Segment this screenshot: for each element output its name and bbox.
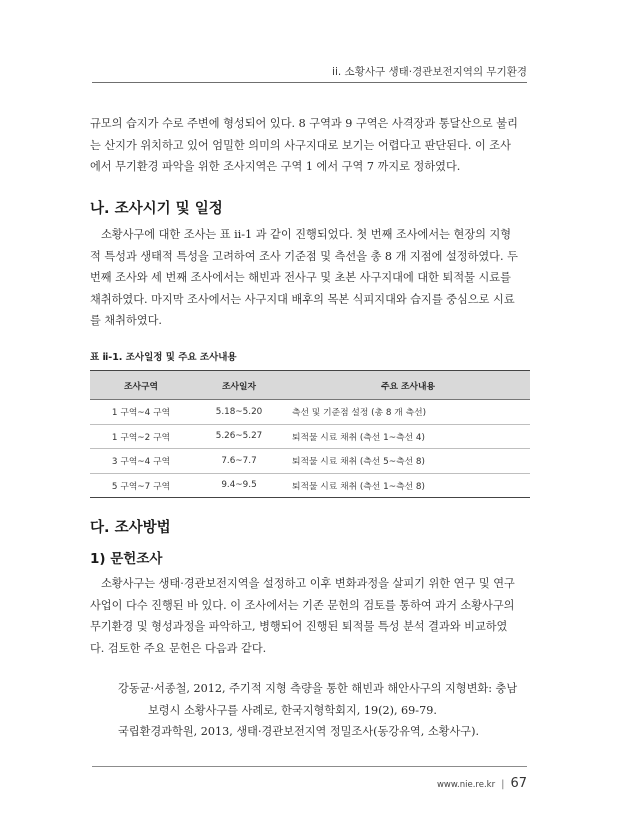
schedule-line: 적 특성과 생태적 특성을 고려하여 조사 기준점 및 측선을 총 8 개 지점에 설정하였다. 두 bbox=[90, 249, 518, 263]
schedule-line: 채취하였다. 마지막 조사에서는 사구지대 배후의 목본 식피지대와 습지를 중심으로 시료 bbox=[90, 292, 515, 306]
schedule-paragraph bbox=[90, 224, 530, 332]
cell-date: 5.26~5.27 bbox=[192, 424, 286, 449]
table-row bbox=[90, 424, 530, 449]
survey-schedule-table bbox=[90, 370, 530, 498]
subsection-heading-literature: 1) 문헌조사 bbox=[90, 551, 163, 567]
cell-content: 퇴적물 시료 채취 (측선 5~측선 8) bbox=[286, 449, 530, 474]
page-number: 67 bbox=[510, 776, 527, 791]
schedule-line: 번째 조사와 세 번째 조사에서는 해빈과 전사구 및 초본 사구지대에 대한 퇴적물 시료를 bbox=[90, 271, 511, 284]
cell-date: 7.6~7.7 bbox=[192, 449, 286, 474]
schedule-line: 를 채취하였다. bbox=[90, 314, 162, 327]
intro-line: 에서 무기환경 파악을 위한 조사지역은 구역 1 에서 구역 7 까지로 정하였다. bbox=[90, 160, 461, 173]
method-paragraph bbox=[90, 573, 530, 659]
cell-content: 측선 및 기준점 설정 (총 8 개 측선) bbox=[286, 400, 530, 425]
cell-content: 퇴적물 시료 채취 (측선 1~측선 8) bbox=[286, 473, 530, 498]
table-header-row bbox=[90, 371, 530, 400]
intro-paragraph bbox=[90, 113, 530, 178]
method-line: 다. 검토한 주요 문헌은 다음과 같다. bbox=[90, 641, 267, 655]
table-row bbox=[90, 473, 530, 498]
footer-url: www.nie.re.kr bbox=[436, 780, 496, 790]
reference-list bbox=[118, 678, 538, 743]
column-header-area: 조사구역 bbox=[90, 371, 192, 400]
method-line: 소황사구는 생태·경관보전지역을 설정하고 이후 변화과정을 살피기 위한 연구 및 연구 bbox=[101, 577, 515, 590]
table-row bbox=[90, 449, 530, 474]
column-header-date: 조사일자 bbox=[192, 371, 286, 400]
page-footer bbox=[437, 776, 527, 791]
cell-date: 9.4~9.5 bbox=[192, 473, 286, 498]
table-caption: 표 ⅱ-1. 조사일정 및 주요 조사내용 bbox=[90, 352, 237, 363]
table-row bbox=[90, 400, 530, 425]
schedule-line: 소황사구에 대한 조사는 표 ⅱ-1 과 같이 진행되었다. 첫 번째 조사에서는 현장의 지형 bbox=[101, 228, 512, 241]
column-header-content: 주요 조사내용 bbox=[286, 371, 530, 400]
intro-line: 는 산지가 위치하고 있어 엄밀한 의미의 사구지대로 보기는 어렵다고 판단된다. 이 조사 bbox=[90, 138, 511, 152]
footer-separator: | bbox=[501, 779, 505, 790]
cell-date: 5.18~5.20 bbox=[192, 400, 286, 425]
method-line: 무기환경 및 형성과정을 파악하고, 병행되어 진행된 퇴적물 특성 분석 결과와 비교하였 bbox=[90, 620, 508, 633]
footer-rule bbox=[92, 766, 527, 767]
cell-area: 1 구역~4 구역 bbox=[90, 400, 192, 425]
cell-area: 3 구역~4 구역 bbox=[90, 449, 192, 474]
reference-entry-continuation: 보령시 소황사구를 사례로, 한국지형학회지, 19(2), 69-79. bbox=[148, 703, 437, 717]
cell-area: 5 구역~7 구역 bbox=[90, 473, 192, 498]
cell-content: 퇴적물 시료 채취 (측선 1~측선 4) bbox=[286, 424, 530, 449]
header-rule bbox=[92, 82, 527, 83]
intro-line: 규모의 습지가 수로 주변에 형성되어 있다. 8 구역과 9 구역은 사격장과 통달산으로 불리 bbox=[90, 117, 518, 130]
section-heading-method: 다. 조사방법 bbox=[90, 520, 171, 536]
running-header: ii. 소황사구 생태·경관보전지역의 무기환경 bbox=[332, 66, 527, 78]
method-line: 사업이 다수 진행된 바 있다. 이 조사에서는 기존 문헌의 검토를 통하여 과거 소황사구의 bbox=[90, 598, 515, 612]
reference-entry: 강동균·서종철, 2012, 주기적 지형 측량을 통한 해빈과 해안사구의 지형변화: 충남 bbox=[118, 682, 518, 695]
section-heading-schedule: 나. 조사시기 및 일정 bbox=[90, 201, 223, 217]
cell-area: 1 구역~2 구역 bbox=[90, 424, 192, 449]
reference-entry: 국립환경과학원, 2013, 생태·경관보전지역 정밀조사(동강유역, 소황사구). bbox=[118, 725, 479, 738]
